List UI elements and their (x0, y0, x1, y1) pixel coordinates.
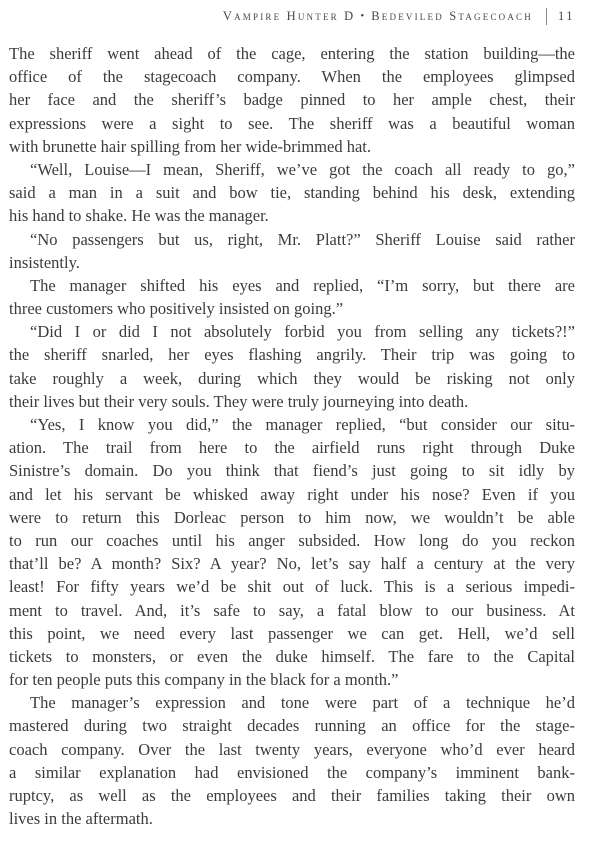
text-line: mastered during two straight decades running an office for the stage- (9, 716, 575, 736)
text-line: his hand to shake. He was the manager. (9, 206, 269, 226)
text-line: The manager shifted his eyes and replied, “I’m sorry, but there are (30, 275, 575, 295)
page-body (9, 42, 575, 830)
text-line: ation. The trail from here to the airfield runs right through Duke (9, 438, 575, 458)
text-line: to run our coaches until his anger subsided. How long do you reckon (9, 530, 575, 550)
text-line: “Well, Louise—I mean, Sheriff, we’ve got the coach all ready to go,” (30, 159, 575, 179)
text-line: that’ll be? A month? Six? A year? No, let’s say half a century at the very (9, 554, 575, 574)
running-header (25, 8, 575, 25)
text-line: with brunette hair spilling from her wide-brimmed hat. (9, 136, 371, 156)
folio-divider-rule (546, 8, 547, 25)
text-line: ment to travel. And, it’s safe to say, a fatal blow to our business. At (9, 600, 575, 620)
text-line: least! For fifty years we’d be shit out of luck. This is a serious impedi- (9, 577, 575, 597)
text-line: ruptcy, as well as the employees and their families taking their own (9, 786, 575, 805)
text-line: The manager’s expression and tone were part of a technique he’d (30, 693, 575, 713)
text-line: “Did I or did I not absolutely forbid you from selling any tickets?!” (30, 322, 575, 342)
text-line: insistently. (9, 252, 80, 272)
text-line: coach company. Over the last twenty years, everyone who’d ever heard (9, 739, 575, 759)
text-line: for ten people puts this company in the black for a month.” (9, 670, 399, 690)
text-line: Sinistre’s domain. Do you think that fiend’s just going to sit idly by (9, 461, 575, 481)
paragraph (9, 228, 575, 274)
text-line: the sheriff snarled, her eyes flashing angrily. Their trip was going to (9, 345, 575, 365)
text-line: lives in the aftermath. (9, 809, 153, 829)
text-line: take roughly a week, during which they would be risking not only (9, 368, 575, 388)
text-line: “No passengers but us, right, Mr. Platt?” Sheriff Louise said rather (30, 229, 575, 249)
series-title: Vampire Hunter D (222, 9, 356, 23)
text-line: were to return this Dorleac person to him now, we wouldn’t be able (9, 507, 575, 527)
text-line: their lives but their very souls. They were truly journeying into death. (9, 391, 469, 411)
paragraph (9, 42, 575, 158)
text-line: her face and the sheriff’s badge pinned to her ample chest, their (9, 90, 575, 110)
book-title: Bedeviled Stagecoach (371, 9, 533, 23)
text-line: expressions were a sight to see. The sheriff was a beautiful woman (9, 113, 575, 133)
text-line: tickets to monsters, or even the duke himself. The fare to the Capital (9, 646, 575, 666)
text-line: three customers who positively insisted on going.” (9, 299, 344, 319)
paragraph (9, 413, 575, 691)
page-number: 11 (557, 9, 575, 23)
paragraph (9, 691, 575, 830)
text-line: said a man in a suit and bow tie, standing behind his desk, extending (9, 183, 575, 203)
paragraph (9, 274, 575, 320)
bullet-separator-icon: • (360, 9, 365, 22)
text-line: “Yes, I know you did,” the manager replied, “but consider our situ- (30, 415, 575, 434)
text-line: and let his servant be whisked away right under his nose? Even if you (9, 484, 575, 504)
paragraph (9, 158, 575, 228)
paragraph (9, 320, 575, 413)
text-line: this point, we need every last passenger we can get. Hell, we’d sell (9, 623, 575, 643)
text-line: office of the stagecoach company. When the employees glimpsed (9, 67, 575, 87)
text-line: The sheriff went ahead of the cage, entering the station building—the (9, 44, 575, 63)
text-line: a similar explanation had envisioned the company’s imminent bank- (9, 762, 575, 782)
